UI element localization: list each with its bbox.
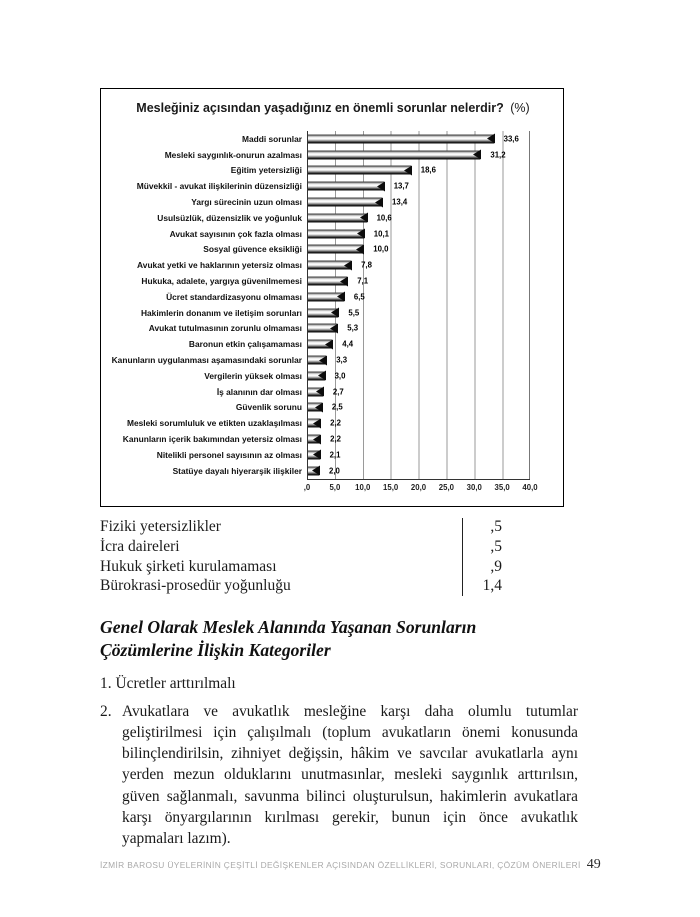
bar-value-label: 2,0: [329, 466, 340, 476]
overflow-values-table: [100, 518, 504, 596]
x-tick-label: 25,0: [438, 482, 454, 492]
chart-plot: [109, 131, 557, 479]
overflow-value: 1,4: [462, 576, 504, 596]
category-label: Vergilerin yüksek olması: [204, 370, 302, 381]
x-tick-label: 40,0: [522, 482, 538, 492]
bar-end-cone: [375, 197, 383, 207]
category-label: Baronun etkin çalışamaması: [188, 339, 302, 350]
bar-track: [307, 368, 530, 384]
bar: [308, 356, 326, 365]
chart-row: [109, 384, 557, 400]
bar-end-cone: [313, 434, 321, 444]
bar-value-label: 6,5: [353, 292, 365, 302]
bar-value-label: 2,5: [331, 402, 343, 412]
bar-track: [307, 163, 530, 179]
overflow-label: Fiziki yetersizlikler: [100, 518, 221, 536]
overflow-row: [100, 518, 504, 538]
chart-row: [109, 178, 557, 194]
bar: [308, 213, 367, 222]
chart-row: [109, 305, 557, 321]
chart-row: [109, 163, 557, 179]
overflow-value: ,5: [462, 537, 504, 557]
bar-track: [307, 321, 530, 337]
category-label: Güvenlik sorunu: [235, 402, 302, 413]
bar-value-label: 3,3: [336, 355, 348, 365]
chart-row: [109, 289, 557, 305]
chart-row: [109, 210, 557, 226]
bar-track: [307, 463, 530, 479]
bar: [308, 245, 363, 254]
list-item-2-number: 2.: [100, 702, 112, 720]
bar-value-label: 33,6: [503, 134, 519, 144]
category-label: Statüye dayalı hiyerarşik ilişkiler: [172, 465, 302, 476]
bar: [308, 277, 347, 286]
chart-row: [109, 368, 557, 384]
x-tick-label: 20,0: [410, 482, 427, 492]
bar-end-cone: [487, 134, 495, 144]
bar-track: [307, 226, 530, 242]
bar-track: [307, 257, 530, 273]
overflow-row: [100, 557, 504, 577]
category-label: Eğitim yetersizliği: [230, 165, 302, 176]
overflow-value: ,5: [462, 518, 504, 538]
overflow-value: ,9: [462, 557, 504, 577]
list-item-2: [100, 701, 578, 850]
x-tick-label: 10,0: [355, 482, 371, 492]
overflow-label: İcra daireleri: [100, 537, 180, 555]
list-item-1-text: Ücretler arttırılmalı: [115, 674, 236, 692]
bar-value-label: 3,0: [334, 371, 346, 381]
chart-row: [109, 336, 557, 352]
chart-row: [109, 257, 557, 273]
bar: [308, 166, 411, 175]
bar-end-cone: [313, 418, 321, 428]
bar-value-label: 4,4: [342, 339, 354, 349]
document-page: [100, 88, 601, 873]
bar-end-cone: [313, 450, 321, 460]
bar-end-cone: [319, 355, 327, 365]
page-footer: [100, 857, 601, 873]
section-heading: Genel Olarak Meslek Alanında Yaşanan Sorunların Çözümlerine İlişkin Kategoriler: [100, 616, 477, 660]
category-label: Avukat tutulmasının zorunlu olmaması: [148, 323, 302, 334]
bar-end-cone: [325, 339, 333, 349]
bar: [308, 229, 364, 238]
category-label: Hakimlerin donanım ve iletişim sorunları: [140, 307, 302, 318]
bar: [308, 150, 480, 159]
bar-track: [307, 289, 530, 305]
x-tick-label: 15,0: [383, 482, 399, 492]
x-axis-ticks: [303, 480, 538, 494]
chart-row: [109, 242, 557, 258]
bar: [308, 292, 344, 301]
chart-row: [109, 431, 557, 447]
bar-track: [307, 336, 530, 352]
bar-value-label: 7,1: [357, 276, 369, 286]
bar-end-cone: [360, 213, 368, 223]
x-tick-label: 35,0: [494, 482, 510, 492]
category-label: Mesleki sorumluluk ve etikten uzaklaşılması: [126, 418, 302, 429]
bar: [308, 261, 351, 270]
category-label: Mesleki saygınlık-onurun azalması: [164, 149, 302, 160]
problems-bar-chart: [100, 88, 564, 507]
bar-value-label: 13,4: [392, 197, 408, 207]
bar: [308, 324, 337, 333]
bar: [308, 182, 384, 191]
chart-row: [109, 226, 557, 242]
bar-end-cone: [473, 150, 481, 160]
bar: [308, 466, 319, 475]
bar-value-label: 7,8: [361, 260, 372, 270]
bar-value-label: 31,2: [490, 150, 506, 160]
bar-track: [307, 178, 530, 194]
chart-row: [109, 194, 557, 210]
bar-end-cone: [356, 244, 364, 254]
bar-value-label: 18,6: [420, 165, 436, 175]
bar-track: [307, 352, 530, 368]
bar-value-label: 13,7: [393, 181, 409, 191]
bar-track: [307, 210, 530, 226]
bar-track: [307, 400, 530, 416]
page-number: 49: [586, 857, 601, 873]
chart-row: [109, 321, 557, 337]
chart-row: [109, 147, 557, 163]
category-label: İş alanının dar olması: [216, 386, 302, 397]
bar-end-cone: [337, 292, 345, 302]
category-label: Ücret standardizasyonu olmaması: [166, 291, 302, 302]
category-label: Kanunların uygulanması aşamasındaki sorunlar: [111, 355, 302, 366]
bar-value-label: 2,1: [329, 450, 341, 460]
category-label: Sosyal güvence eksikliği: [203, 244, 302, 255]
chart-title: [109, 101, 557, 115]
overflow-row: [100, 576, 504, 596]
bar-end-cone: [377, 181, 385, 191]
bar-end-cone: [344, 260, 352, 270]
category-label: Avukat yetki ve haklarının yetersiz olması: [137, 260, 302, 271]
bar-track: [307, 273, 530, 289]
bar: [308, 403, 322, 412]
bar-value-label: 10,6: [376, 213, 392, 223]
list-item-1-number: 1.: [100, 674, 112, 692]
category-label: Nitelikli personel sayısının az olması: [156, 449, 302, 460]
category-label: Avukat sayısının çok fazla olması: [169, 228, 302, 239]
x-tick-label: 5,0: [329, 482, 341, 492]
bar-value-label: 5,5: [348, 308, 360, 318]
chart-row: [109, 273, 557, 289]
bar-track: [307, 147, 530, 163]
category-label: Hukuka, adalete, yargıya güvenilmemesi: [141, 276, 302, 287]
bar-end-cone: [404, 165, 412, 175]
chart-row: [109, 463, 557, 479]
bar-value-label: 2,2: [330, 418, 341, 428]
category-label: Müvekkil - avukat ilişkilerinin düzensizliği: [136, 181, 302, 192]
category-label: Kanunların içerik bakımından yetersiz olması: [122, 434, 302, 445]
x-tick-label: ,0: [303, 482, 311, 492]
category-label: Maddi sorunlar: [241, 133, 302, 144]
bar: [308, 419, 320, 428]
bar-track: [307, 384, 530, 400]
overflow-label: Bürokrasi-prosedür yoğunluğu: [100, 577, 291, 595]
bar: [308, 371, 325, 380]
bar-end-cone: [318, 371, 326, 381]
bar-track: [307, 447, 530, 463]
bar: [308, 340, 332, 349]
bar-track: [307, 242, 530, 258]
bar-end-cone: [316, 387, 324, 397]
chart-row: [109, 415, 557, 431]
bar-end-cone: [340, 276, 348, 286]
bar-end-cone: [315, 402, 323, 412]
bar-track: [307, 131, 530, 147]
bar: [308, 450, 320, 459]
bar: [308, 134, 494, 143]
bar: [308, 308, 338, 317]
chart-title-text: Mesleğiniz açısından yaşadığınız en önemli sorunlar nelerdir?: [136, 101, 504, 115]
bar-value-label: 10,0: [373, 244, 389, 254]
bar-track: [307, 194, 530, 210]
chart-row: [109, 447, 557, 463]
category-label: Yargı sürecinin uzun olması: [191, 197, 302, 208]
chart-title-unit: (%): [510, 101, 530, 115]
running-title: İZMİR BAROSU ÜYELERİNİN ÇEŞİTLİ DEĞİŞKENLER AÇISINDAN ÖZELLİKLERİ, SORUNLARI, ÇÖZÜM ÖNERİLERİ: [100, 860, 581, 871]
bar-value-label: 5,3: [347, 323, 359, 333]
bar: [308, 387, 323, 396]
bar-end-cone: [357, 229, 365, 239]
bar-value-label: 2,2: [330, 434, 341, 444]
bar: [308, 435, 320, 444]
category-label: Usulsüzlük, düzensizlik ve yoğunluk: [157, 212, 302, 223]
bar-track: [307, 305, 530, 321]
bar: [308, 198, 382, 207]
bar-end-cone: [312, 466, 320, 476]
overflow-row: [100, 537, 504, 557]
bar-end-cone: [331, 308, 339, 318]
x-tick-label: 30,0: [466, 482, 482, 492]
chart-row: [109, 400, 557, 416]
bar-value-label: 10,1: [373, 229, 389, 239]
bar-value-label: 2,7: [332, 387, 344, 397]
chart-row: [109, 352, 557, 368]
overflow-label: Hukuk şirketi kurulamaması: [100, 557, 277, 575]
list-item-2-text: Avukatlara ve avukatlık mesleğine karşı daha olumlu tutumlar geliştirilmesi için çalışılmalı (toplum avukatların önemi konusunda bilinçlendirilsin, zihniyet değişsin, hâkim ve savcılar avukatlarla aynı yerden mezun olduklarını unutmasınlar, mesleki saygınlık arttırılsın, güven sağlanmalı, savunma bilinci oluşturulsun, hakimlerin avukatlara karşı önyargılarının kırılması gerekir, bunun için önce avukatlık yapmaları lazım).: [122, 702, 578, 848]
list-item-1: [100, 675, 578, 693]
bar-end-cone: [330, 323, 338, 333]
chart-row: [109, 131, 557, 147]
bar-track: [307, 431, 530, 447]
bar-track: [307, 415, 530, 431]
